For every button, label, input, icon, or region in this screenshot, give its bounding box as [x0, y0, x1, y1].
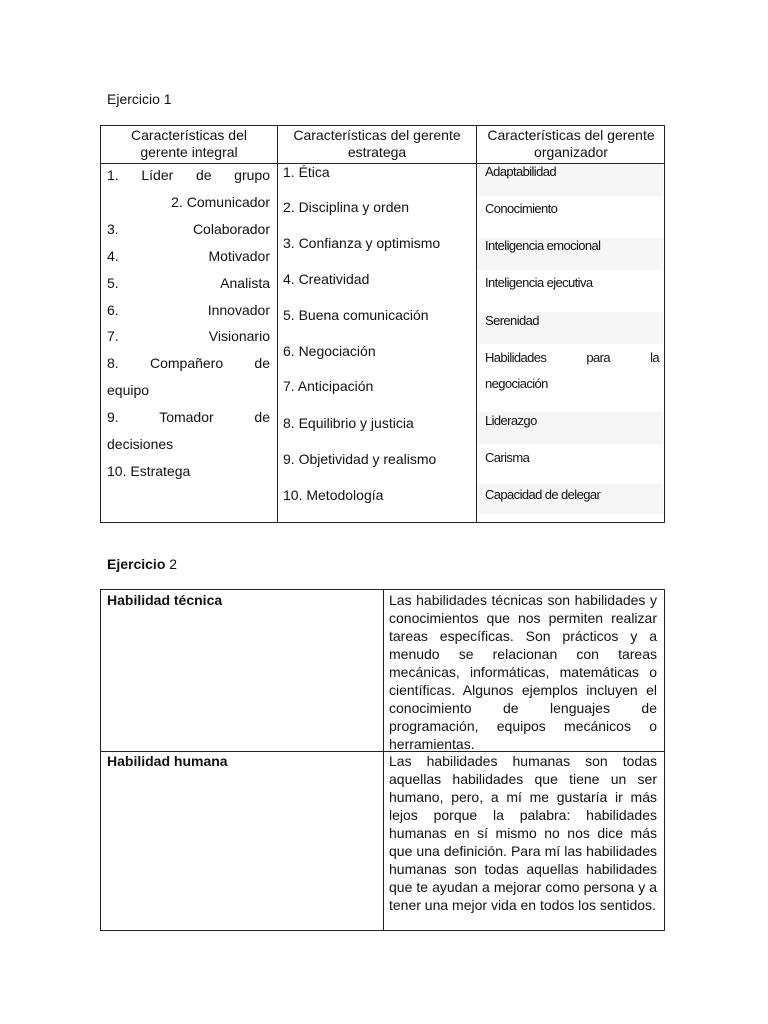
integral-item: 8. Compañero de — [107, 355, 270, 371]
integral-item: 4. Motivador — [107, 248, 270, 264]
integral-item: 9. Tomador de — [107, 409, 270, 425]
row-text-habilidad-humana: Las habilidades humanas son todas aquellas habilidades que tiene un ser humano, pero, a mí me gustaría ir más lejos porque la palabra: habilidades humanas en sí mismo no nos dice más que una definición. Para mí las habilidades humanas son todas aquellas habilidades que te ayudan a mejorar como persona y a tener una mejor vida en todos los sentidos. — [389, 753, 657, 913]
exercise-2-table — [100, 589, 665, 931]
exercise-2-title-number: 2 — [165, 556, 178, 572]
integral-item: decisiones — [107, 436, 174, 452]
estratega-item: 10. Metodología — [283, 487, 384, 503]
row-text-habilidad-tecnica: Las habilidades técnicas son habilidades y conocimientos que nos permiten realizar tareas específicas. Son prácticos y a menudo se relacionan con tareas mecánicas, informáticas, matemáticas o científicas. Algunos ejemplos incluyen el conocimiento de lenguajes de programación, equipos mecánicos o herramientas. — [389, 592, 657, 752]
estratega-item: 3. Confianza y optimismo — [283, 235, 441, 251]
integral-item: 3. Colaborador — [107, 221, 270, 237]
row-label-habilidad-tecnica: Habilidad técnica — [107, 592, 223, 608]
row-label-habilidad-humana: Habilidad humana — [107, 753, 228, 769]
column-divider — [277, 126, 278, 522]
organizador-item: Capacidad de delegar — [485, 487, 601, 502]
estratega-item: 6. Negociación — [283, 343, 376, 359]
integral-item: 6. Innovador — [107, 302, 270, 318]
integral-item: 10. Estratega — [107, 463, 191, 479]
integral-item: 2. Comunicador — [171, 194, 270, 210]
estratega-item: 4. Creatividad — [283, 271, 370, 287]
estratega-item: 7. Anticipación — [283, 378, 374, 394]
organizador-item: Carisma — [485, 450, 530, 465]
exercise-2-title — [107, 556, 177, 572]
organizador-item: Inteligencia emocional — [485, 238, 601, 253]
integral-item: 7. Visionario — [107, 328, 270, 344]
estratega-item: 9. Objetividad y realismo — [283, 451, 437, 467]
organizador-item: Inteligencia ejecutiva — [485, 275, 593, 290]
organizador-item: Adaptabilidad — [485, 164, 556, 179]
integral-item: equipo — [107, 382, 150, 398]
organizador-item: Liderazgo — [485, 413, 537, 428]
estratega-item: 1. Ética — [283, 164, 330, 180]
integral-item: 1. Líder de grupo — [107, 167, 270, 183]
organizador-item: Conocimiento — [485, 201, 558, 216]
header-gerente-organizador: Características del gerente organizador — [487, 127, 655, 160]
organizador-item: Serenidad — [485, 313, 539, 328]
exercise-1-table — [100, 125, 665, 523]
estratega-item: 5. Buena comunicación — [283, 307, 429, 323]
estratega-item: 8. Equilibrio y justicia — [283, 415, 414, 431]
column-divider — [383, 590, 384, 930]
exercise-1-title: Ejercicio 1 — [107, 91, 172, 107]
organizador-item: negociación — [485, 376, 548, 391]
organizador-item: Habilidades para la — [485, 350, 659, 365]
header-gerente-estratega: Características del gerente estratega — [293, 127, 461, 160]
exercise-2-title-word: Ejercicio — [107, 556, 166, 572]
integral-item: 5. Analista — [107, 275, 270, 291]
header-gerente-integral: Características del gerente integral — [131, 127, 247, 160]
estratega-item: 2. Disciplina y orden — [283, 199, 410, 215]
